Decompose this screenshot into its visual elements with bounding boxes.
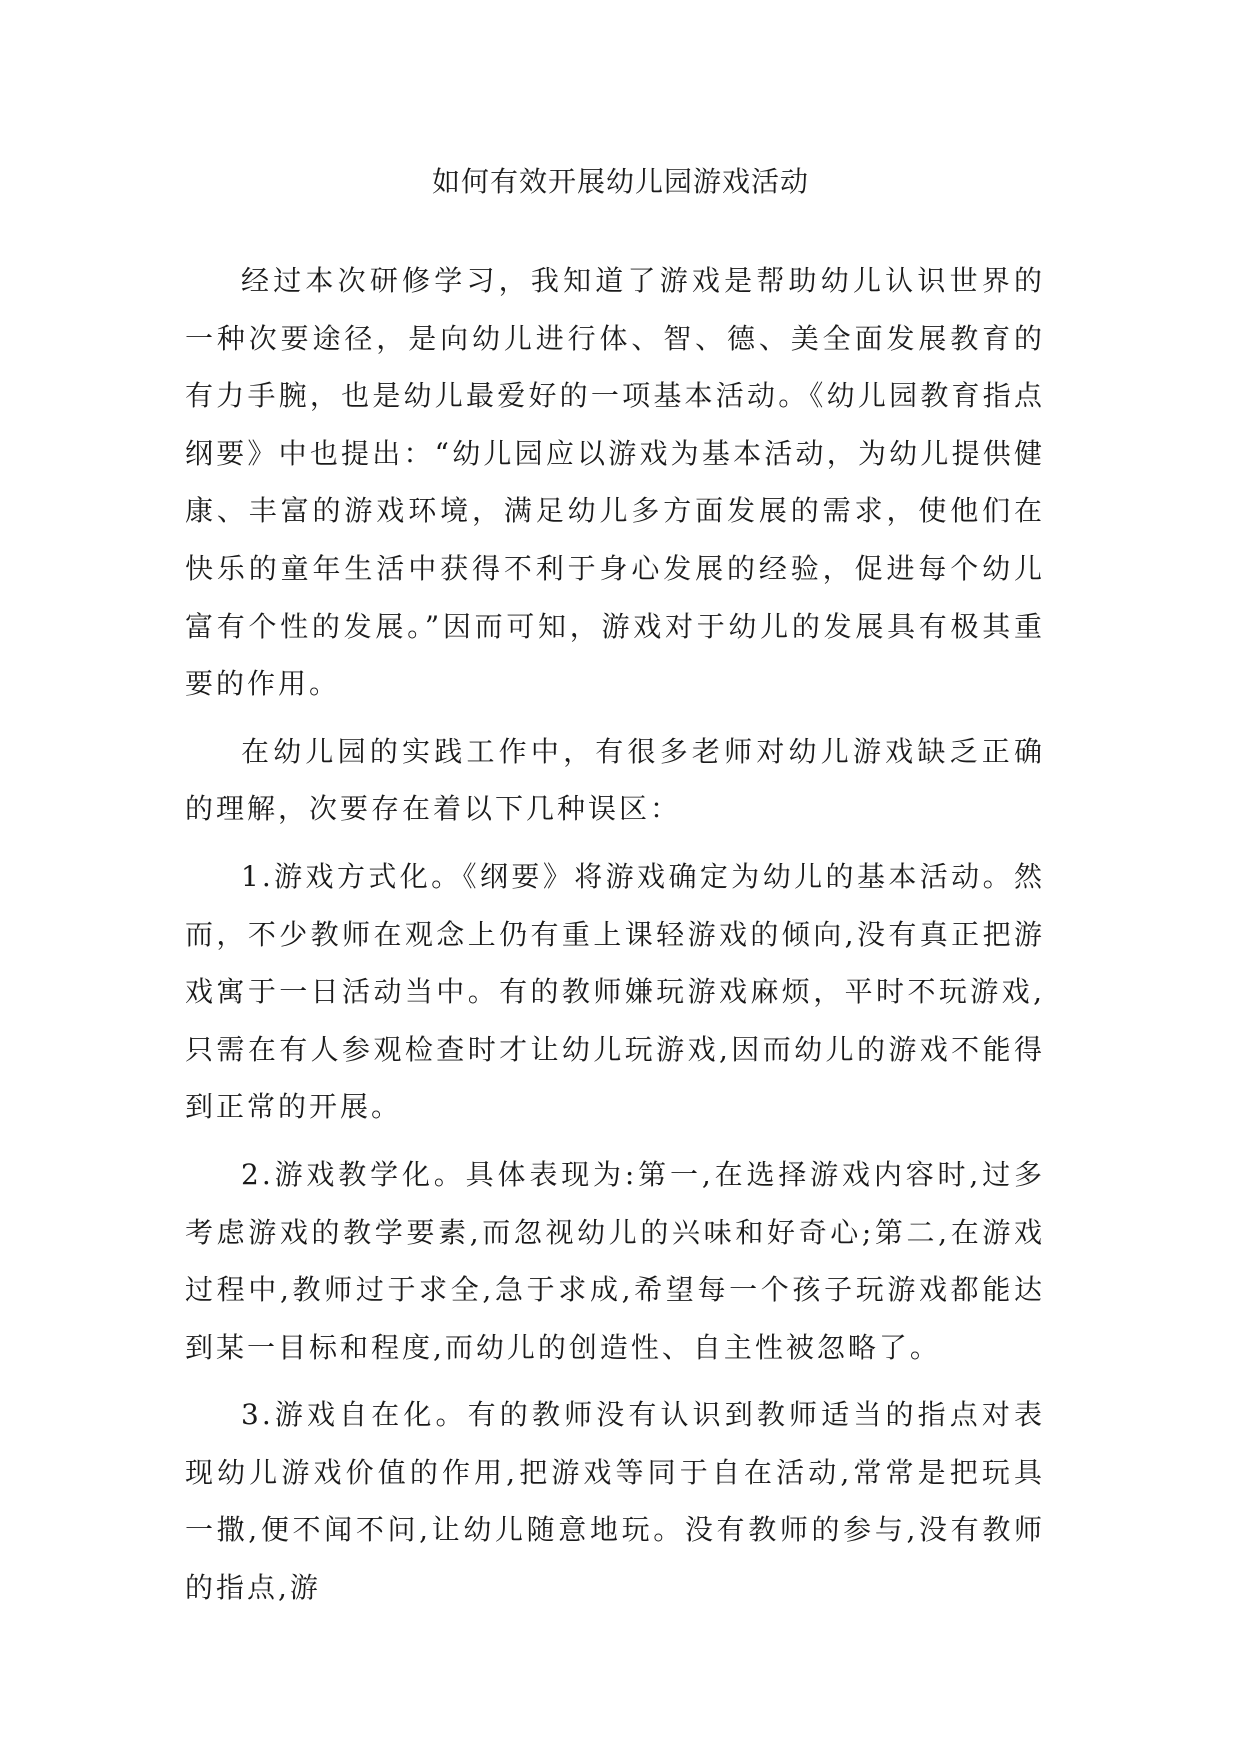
- paragraph-misconceptions-intro: 在幼儿园的实践工作中，有很多老师对幼儿游戏缺乏正确的理解，次要存在着以下几种误区：: [185, 734, 1045, 826]
- document-body: [185, 252, 1045, 1617]
- paragraph-point-1: 1.游戏方式化。《纲要》将游戏确定为幼儿的基本活动。然而，不少教师在观念上仍有重上课轻游戏的倾向,没有真正把游戏寓于一日活动当中。有的教师嫌玩游戏麻烦，平时不玩游戏,只需在有人参观检查时才让幼儿玩游戏,因而幼儿的游戏不能得到正常的开展。: [185, 859, 1045, 1124]
- paragraph-intro: 经过本次研修学习，我知道了游戏是帮助幼儿认识世界的一种次要途径，是向幼儿进行体、智、德、美全面发展教育的有力手腕，也是幼儿最爱好的一项基本活动。《幼儿园教育指点纲要》中也提出：“幼儿园应以游戏为基本活动，为幼儿提供健康、丰富的游戏环境，满足幼儿多方面发展的需求，使他们在快乐的童年生活中获得不利于身心发展的经验，促进每个幼儿富有个性的发展。”因而可知，游戏对于幼儿的发展具有极其重要的作用。: [185, 264, 1045, 701]
- paragraph-point-2: 2.游戏教学化。具体表现为:第一,在选择游戏内容时,过多考虑游戏的教学要素,而忽视幼儿的兴味和好奇心;第二,在游戏过程中,教师过于求全,急于求成,希望每一个孩子玩游戏都能达到某一目标和程度,而幼儿的创造性、自主性被忽略了。: [185, 1157, 1045, 1364]
- paragraph-point-3: 3.游戏自在化。有的教师没有认识到教师适当的指点对表现幼儿游戏价值的作用,把游戏等同于自在活动,常常是把玩具一撒,便不闻不问,让幼儿随意地玩。没有教师的参与,没有教师的指点,游: [185, 1398, 1045, 1605]
- document-title: 如何有效开展幼儿园游戏活动: [431, 165, 809, 198]
